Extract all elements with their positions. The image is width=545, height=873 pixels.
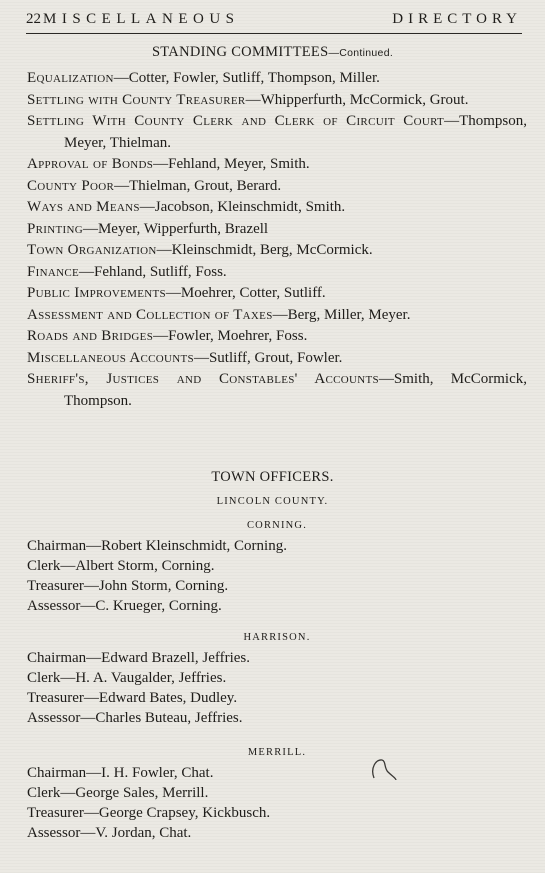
officer-line: Chairman—I. H. Fowler, Chat. xyxy=(27,765,214,781)
pencil-mark xyxy=(366,756,400,786)
committee-entry xyxy=(27,305,527,327)
committee-entry xyxy=(27,154,527,176)
committee-members: —Sutliff, Grout, Fowler. xyxy=(193,349,343,366)
committee-entry xyxy=(27,369,527,412)
officer-line: Treasurer—Edward Bates, Dudley. xyxy=(27,690,238,706)
committee-name: Public Improvements xyxy=(27,285,166,301)
header-rule xyxy=(26,33,522,34)
committee-entry xyxy=(27,326,527,348)
committee-entry xyxy=(27,262,527,284)
committee-entry xyxy=(27,283,527,305)
committee-entry xyxy=(27,111,527,154)
committee-entry xyxy=(27,176,527,198)
committee-name: Ways and Means xyxy=(27,199,140,215)
committee-members: —Whipperfurth, McCormick, Grout. xyxy=(245,91,469,108)
committee-entry xyxy=(27,68,527,90)
town-merrill xyxy=(27,747,527,843)
committee-members: —Fowler, Moehrer, Foss. xyxy=(153,328,308,344)
officer-line: Chairman—Robert Kleinschmidt, Corning. xyxy=(27,538,287,554)
officer-line: Clerk—George Sales, Merrill. xyxy=(27,785,209,801)
town-name: CORNING. xyxy=(246,520,308,531)
committee-members: —Smith, McCormick, Thompson. xyxy=(64,371,527,409)
committee-name: Assessment and Collection of Taxes xyxy=(27,306,273,323)
committee-name: Miscellaneous Accounts xyxy=(27,349,194,366)
committee-name: Sheriff's, Justices and Constables' Accounts xyxy=(27,371,379,387)
officer-line: Clerk—Albert Storm, Corning. xyxy=(27,558,215,574)
officer-line: Assessor—C. Krueger, Corning. xyxy=(27,598,222,614)
page-number: 22 xyxy=(26,11,41,27)
committee-members: —Meyer, Wipperfurth, Brazell xyxy=(82,220,269,237)
committee-members: —Berg, Miller, Meyer. xyxy=(272,306,411,323)
committee-name: Approval of Bonds xyxy=(27,156,154,172)
committee-members: —Moehrer, Cotter, Sutliff. xyxy=(165,285,326,301)
standing-committees-heading xyxy=(0,44,545,61)
committee-members: —Fehland, Meyer, Smith. xyxy=(153,156,310,172)
town-corning xyxy=(27,520,527,616)
committee-entry xyxy=(27,348,527,370)
standing-committees-title: STANDING COMMITTEES xyxy=(151,44,329,60)
committee-entry xyxy=(27,240,527,262)
officer-line: Chairman—Edward Brazell, Jeffries. xyxy=(27,650,250,666)
committee-members: —Thielman, Grout, Berard. xyxy=(114,177,282,194)
town-officers-heading: TOWN OFFICERS. xyxy=(211,469,334,485)
committee-list xyxy=(27,68,527,412)
officer-line: Treasurer—John Storm, Corning. xyxy=(27,578,229,594)
officer-line: Assessor—Charles Buteau, Jeffries. xyxy=(27,710,243,726)
committee-members: —Kleinschmidt, Berg, McCormick. xyxy=(156,242,373,258)
header-title-right: DIRECTORY xyxy=(392,11,522,27)
committee-entry xyxy=(27,197,527,219)
committee-name: Settling with County Treasurer xyxy=(27,91,246,108)
officer-line: Clerk—H. A. Vaugalder, Jeffries. xyxy=(27,670,227,686)
committee-members: —Cotter, Fowler, Sutliff, Thompson, Miller. xyxy=(113,70,380,86)
committee-name: Finance xyxy=(27,263,79,280)
committee-entry xyxy=(27,219,527,241)
county-heading: LINCOLN COUNTY. xyxy=(216,496,329,507)
officer-line: Treasurer—George Crapsey, Kickbusch. xyxy=(27,805,271,821)
town-name: HARRISON. xyxy=(243,632,311,643)
committee-name: Printing xyxy=(27,220,83,237)
header-title-left: MISCELLANEOUS xyxy=(43,11,240,27)
committee-name: Equalization xyxy=(27,70,114,86)
committee-name: Settling With County Clerk and Clerk of Circuit Court xyxy=(27,113,445,129)
committee-entry xyxy=(27,90,527,112)
continued-label: —Continued. xyxy=(328,47,394,59)
committee-members: —Fehland, Sutliff, Foss. xyxy=(79,263,227,280)
officer-line: Assessor—V. Jordan, Chat. xyxy=(27,825,192,841)
committee-members: —Jacobson, Kleinschmidt, Smith. xyxy=(139,199,346,215)
running-header xyxy=(26,11,522,28)
committee-name: Town Organization xyxy=(27,242,157,258)
committee-members: —Thompson, Meyer, Thielman. xyxy=(64,113,527,151)
committee-name: Roads and Bridges xyxy=(27,328,154,344)
town-name: MERRILL. xyxy=(247,747,307,758)
town-harrison xyxy=(27,632,527,728)
committee-name: County Poor xyxy=(27,177,115,194)
